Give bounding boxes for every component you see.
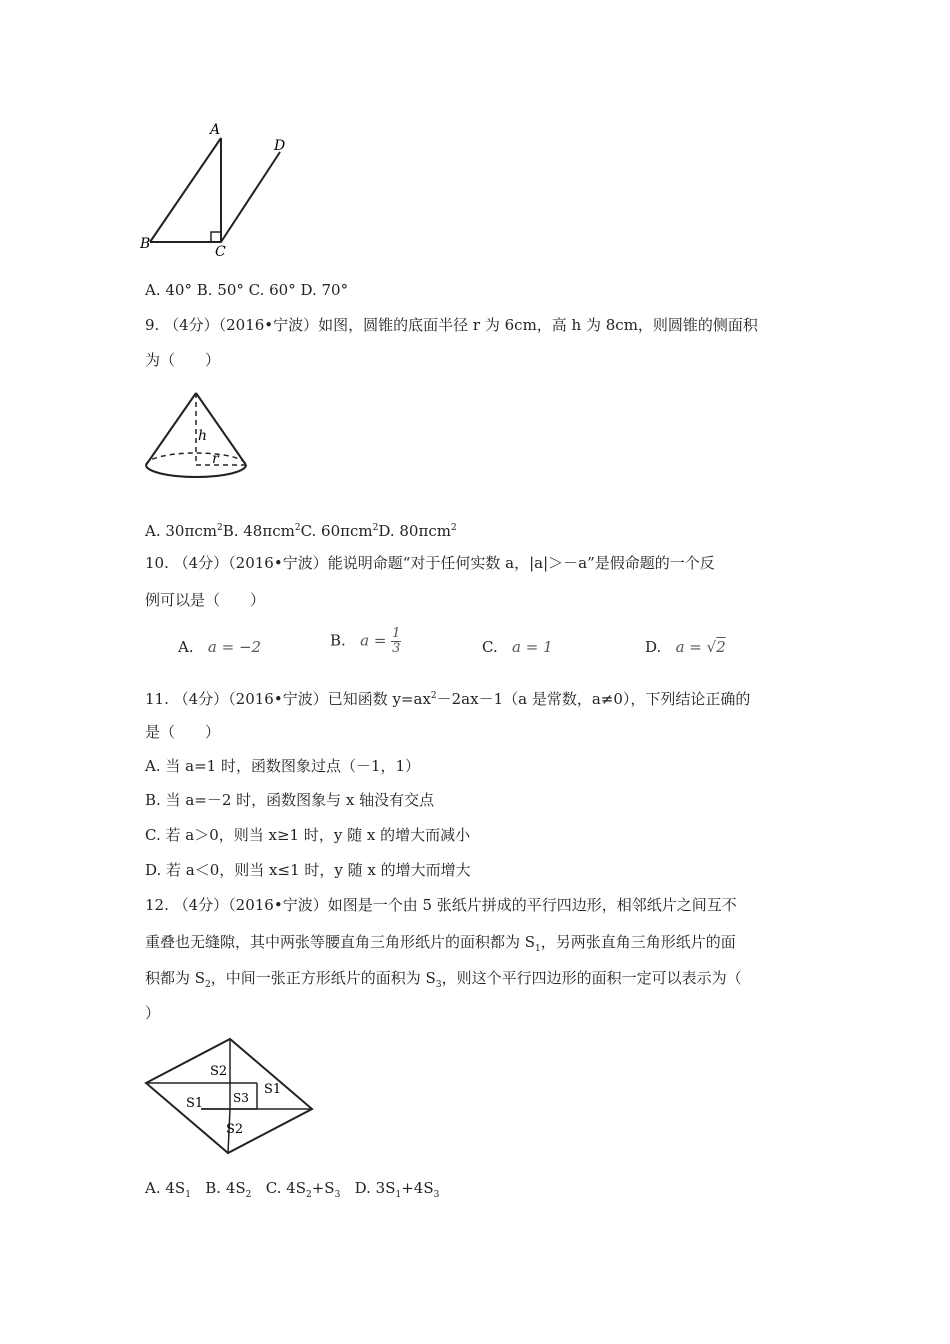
q10-fraction: $\frac{1}{3}$ [392, 626, 401, 656]
q12-option-c[interactable]: C. $4S_2+S_3$ [265, 1179, 341, 1200]
q11-stem-line1: 11. （4分）（2016•宁波）已知函数 $y=ax^2-2ax-1(a$ 是常数，a≠0），下列结论正确的 [145, 690, 751, 708]
q12-option-a[interactable]: A. $4S_1$ [145, 1179, 191, 1200]
q9-option-d[interactable]: D. 80πcm$^2$ [378, 522, 457, 540]
q12-options [145, 1178, 439, 1205]
q8-label-c: C [215, 244, 226, 260]
q12-label-s3: S3 [233, 1091, 249, 1105]
q9-option-c[interactable]: C. 60πcm$^2$ [300, 522, 379, 540]
q12-label-s2-bottom: S2 [226, 1122, 244, 1137]
q8-options: A. 40° B. 50° C. 60° D. 70° [145, 281, 349, 299]
q12-option-b[interactable]: B. $4S_2$ [205, 1179, 252, 1200]
q9-option-b[interactable]: B. 48πcm$^2$ [222, 522, 301, 540]
q9-cone-figure [140, 385, 255, 495]
q12-stem-line4: ） [145, 1004, 161, 1022]
q12-option-d[interactable]: D. $3S_1+4S_3$ [354, 1179, 440, 1200]
q10-stem-line1: 10. （4分）（2016•宁波）能说明命题“对于任何实数 a，|a|＞－a”是假命题的一个反 [145, 554, 715, 572]
q8-label-b: B [140, 236, 151, 252]
q11-option-b[interactable]: B. 当 a=－2 时，函数图象与 x 轴没有交点 [145, 791, 435, 809]
q11-stem-line2: 是（ ） [145, 723, 221, 741]
q10-option-c[interactable]: C. a = 1 [482, 638, 553, 656]
q12-stem-line3: 积都为 $S_2$，中间一张正方形纸片的面积为 $S_3$，则这个平行四边形的面积一定可以表示为（ [145, 969, 742, 990]
q10-option-b[interactable]: B. a = $\frac{1}{3}$ [330, 626, 401, 656]
q9-stem-line2: 为（ ） [145, 351, 221, 369]
q11-option-c[interactable]: C. 若 a＞0，则当 x≥1 时，y 随 x 的增大而减小 [145, 826, 471, 844]
q10-option-d[interactable]: D. a = √2 [645, 638, 726, 656]
q11-option-a[interactable]: A. 当 a=1 时，函数图象过点（－1，1） [145, 757, 421, 775]
q12-label-s2-top: S2 [210, 1064, 228, 1079]
q9-options [145, 518, 457, 541]
q12-label-s1-left: S1 [186, 1096, 204, 1111]
q9-label-r: r [212, 451, 219, 467]
q10-stem-line2: 例可以是（ ） [145, 591, 266, 609]
q10-option-a[interactable]: A. a = −2 [178, 638, 262, 656]
q11-option-d[interactable]: D. 若 a＜0，则当 x≤1 时，y 随 x 的增大而增大 [145, 861, 471, 879]
q8-figure [140, 120, 300, 260]
q9-label-h: h [198, 428, 208, 444]
q12-label-s1-right: S1 [264, 1082, 282, 1097]
q9-stem-line1: 9. （4分）（2016•宁波）如图，圆锥的底面半径 r 为 6cm，高 h 为 8cm，则圆锥的侧面积 [145, 316, 758, 334]
q12-stem-line2: 重叠也无缝隙，其中两张等腰直角三角形纸片的面积都为 $S_1$，另两张直角三角形纸片的面 [145, 933, 736, 954]
q8-label-a: A [210, 122, 221, 138]
q12-parallelogram-figure [140, 1035, 320, 1165]
q9-option-a[interactable]: A. 30πcm$^2$ [145, 522, 223, 540]
q8-label-d: D [274, 138, 286, 154]
q12-stem-line1: 12. （4分）（2016•宁波）如图是一个由 5 张纸片拼成的平行四边形，相邻纸片之间互不 [145, 896, 737, 914]
